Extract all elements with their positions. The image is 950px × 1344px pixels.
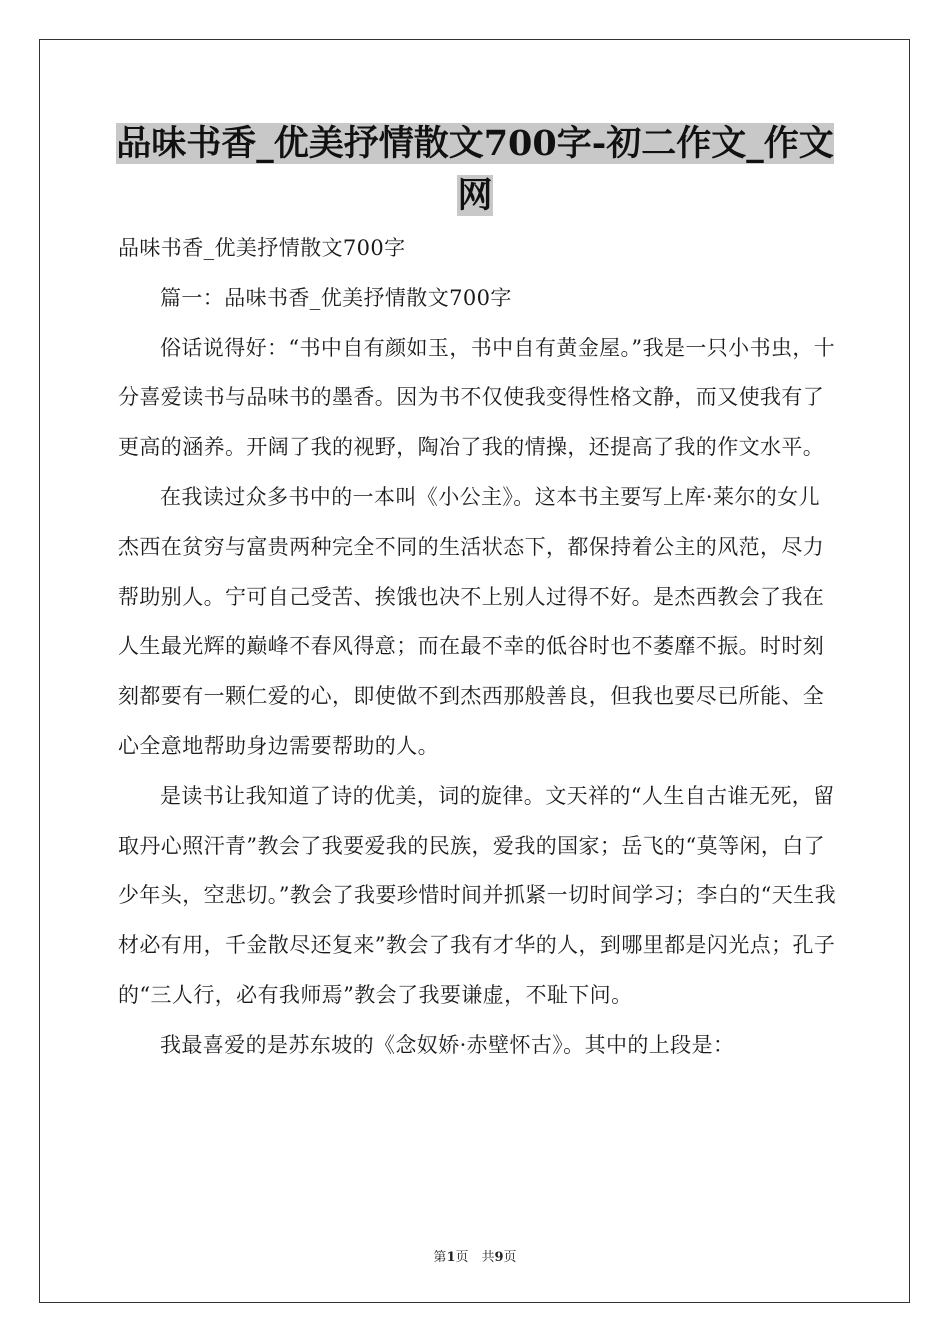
paragraph: 俗话说得好：“书中自有颜如玉，书中自有黄金屋。”我是一只小书虫，十分喜爱读书与品味书的墨香。因为书不仅使我变得性格文静，而又使我有了更高的涵养。开阔了我的视野，陶冶了我的情操，还提高了我的作文水平。 — [118, 335, 836, 460]
document-title-text: 品味书香_优美抒情散文700字-初二作文_作文网 — [116, 123, 834, 216]
page-prefix: 第 — [433, 1250, 447, 1265]
document-title — [100, 118, 850, 222]
page-mid: 页 共 — [455, 1250, 495, 1265]
page-total: 9 — [494, 1250, 504, 1265]
page-footer — [0, 1246, 950, 1265]
paragraph-heading: 篇一：品味书香_优美抒情散文700字 — [160, 285, 512, 310]
paragraph: 是读书让我知道了诗的优美，词的旋律。文天祥的“人生自古谁无死，留取丹心照汗青”教会了我要爱我的民族，爱我的国家；岳飞的“莫等闲，白了少年头，空悲切。”教会了我要珍惜时间并抓紧一切时间学习；李白的“天生我材必有用，千金散尽还复来”教会了我有才华的人，到哪里都是闪光点；孔子的“三人行，必有我师焉”教会了我要谦虚，不耻下问。 — [118, 783, 836, 1007]
document-body — [118, 224, 838, 1071]
document-subtitle: 品味书香_优美抒情散文700字 — [118, 236, 406, 260]
paragraph: 我最喜爱的是苏东坡的《念奴娇·赤壁怀古》。其中的上段是： — [160, 1032, 735, 1057]
paragraph: 在我读过众多书中的一本叫《小公主》。这本书主要写上库·莱尔的女儿杰西在贫穷与富贵两种完全不同的生活状态下，都保持着公主的风范，尽力帮助别人。宁可自己受苦、挨饿也决不上别人过得不好。是杰西教会了我在人生最光辉的巅峰不春风得意；而在最不幸的低谷时也不萎靡不振。时时刻刻都要有一颗仁爱的心，即使做不到杰西那般善良，但我也要尽已所能、全心全意地帮助身边需要帮助的人。 — [118, 484, 825, 758]
page-suffix: 页 — [503, 1250, 517, 1265]
page-current: 1 — [446, 1250, 456, 1265]
